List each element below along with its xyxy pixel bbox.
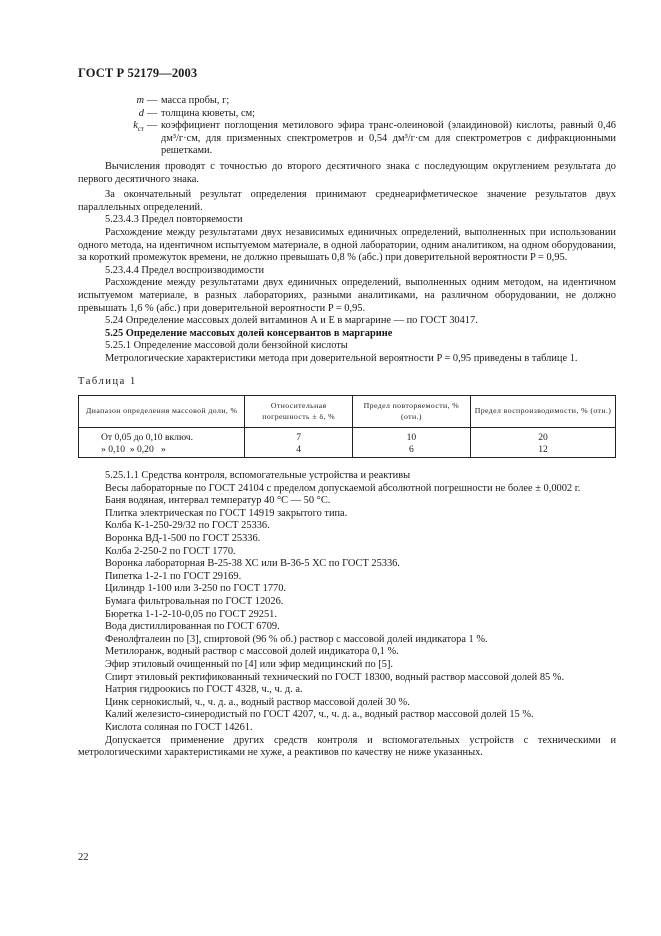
page-number: 22 xyxy=(78,852,89,863)
variable-text: масса пробы, г; xyxy=(161,95,230,106)
list-item: Фенолфталеин по [3], спиртовой (96 % об.) раствор с массовой долей индикатора 1 %. xyxy=(105,633,488,645)
list-item: Бюретка 1-1-2-10-0,05 по ГОСТ 29251. xyxy=(105,608,277,620)
table-cell: От 0,05 до 0,10 включ. xyxy=(79,428,245,444)
list-item: Бумага фильтровальная по ГОСТ 12026. xyxy=(105,596,284,607)
variable-k xyxy=(78,120,616,158)
list-item: Цинк сернокислый, ч., ч. д. а., водный раствор массовой долей 30 %. xyxy=(105,696,410,708)
subsection-heading: 5.23.4.3 Предел повторяемости xyxy=(105,214,243,226)
list-item: Весы лабораторные по ГОСТ 24104 с пределом допускаемой абсолютной погрешности не более ± 0,0002 г. xyxy=(105,482,581,494)
list-item: Эфир этиловый очищенный по [4] или эфир медицинский по [5]. xyxy=(105,658,393,670)
subsection-heading: 5.23.4.4 Предел воспроизводимости xyxy=(105,264,265,276)
variable-symbol: $k_{ст}$ xyxy=(133,120,144,134)
section-heading: 5.25 Определение массовых долей консервантов в маргарине xyxy=(105,327,393,339)
list-item: Колба 2-250-2 по ГОСТ 1770. xyxy=(105,545,236,557)
paragraph: Метрологические характеристики метода при доверительной вероятности P = 0,95 приведены в таблице 1. xyxy=(105,352,578,364)
table-cell: 4 xyxy=(245,444,352,458)
table-row xyxy=(79,444,616,458)
table-header-cell: Предел воспроизводимости, % (отн.) xyxy=(470,396,615,428)
variable-symbol: d xyxy=(138,107,144,119)
variable-dash: — xyxy=(147,95,158,106)
subsection-heading: 5.25.1.1 Средства контроля, вспомогательные устройства и реактивы xyxy=(105,470,411,482)
variable-m xyxy=(78,95,616,108)
paragraph: 5.24 Определение массовых долей витаминов А и Е в маргарине — по ГОСТ 30417. xyxy=(105,315,478,327)
table-cell: 7 xyxy=(245,428,352,444)
list-item: Метилоранж, водный раствор с массовой долей индикатора 0,1 %. xyxy=(105,646,399,658)
list-item: Плитка электрическая по ГОСТ 14919 закрытого типа. xyxy=(105,507,348,519)
list-item: Спирт этиловый ректификованный технический по ГОСТ 18300, водный раствор массовой долей 85 %. xyxy=(105,671,565,683)
list-item: Натрия гидроокись по ГОСТ 4328, ч., ч. д. а. xyxy=(105,684,303,696)
metrology-table xyxy=(78,395,616,458)
list-item: Воронка лабораторная В-25-38 ХС или В-36-5 ХС по ГОСТ 25336. xyxy=(105,558,400,570)
list-item: Кислота соляная по ГОСТ 14261. xyxy=(105,721,253,733)
variable-text: коэффициент поглощения метилового эфира транс-олеиновой (элаидиновой) кислоты, равный 0,46 дм³/г·см, для призменных спектрометров и 0,54 дм³/г·см для спектрометров с дифракционными решетками. xyxy=(161,120,616,157)
variable-text: толщина кюветы, см; xyxy=(161,107,256,119)
table-row xyxy=(79,428,616,444)
table-header-cell: Относительная погрешность ± δ, % xyxy=(245,396,352,428)
list-item: Цилиндр 1-100 или 3-250 по ГОСТ 1770. xyxy=(105,583,287,595)
list-item: Воронка ВД-1-500 по ГОСТ 25336. xyxy=(105,533,261,545)
table-cell: 20 xyxy=(470,428,615,444)
table-header-cell: Диапазон определения массовой доли, % xyxy=(79,396,245,428)
paragraph: За окончательный результат определения принимают среднеарифметическое значение результатов двух параллельных определений. xyxy=(78,189,616,213)
list-item: Колба К-1-250-29/32 по ГОСТ 25336. xyxy=(105,520,270,532)
list-item: Пипетка 1-2-1 по ГОСТ 29169. xyxy=(105,570,242,582)
paragraph: Вычисления проводят с точностью до второго десятичного знака с последующим округлением результата до первого десятичного знака. xyxy=(78,160,616,185)
document-header: ГОСТ Р 52179—2003 xyxy=(78,66,198,80)
variable-dash: — xyxy=(147,120,158,132)
variable-definitions xyxy=(78,95,616,158)
list-item: Баня водяная, интервал температур 40 °С — 50 °С. xyxy=(105,495,331,507)
subsection-heading: 5.25.1 Определение массовой доли бензойной кислоты xyxy=(105,340,348,352)
equipment-list xyxy=(78,470,616,760)
table-cell: 10 xyxy=(352,428,470,444)
document-body xyxy=(78,95,616,760)
paragraph: Допускается применение других средств контроля и вспомогательных устройств с техническими и метрологическими характеристиками не хуже, а реактивов по качеству не ниже указанных. xyxy=(78,734,616,759)
variable-symbol: m xyxy=(136,95,144,106)
table-caption: Таблица 1 xyxy=(78,376,137,388)
variable-dash: — xyxy=(147,107,158,119)
table-cell: 12 xyxy=(470,444,615,458)
paragraph: Расхождение между результатами двух единичных определений, выполненных одним методом, на идентичном испытуемом материале, в разных лабораториях, разными аналитиками, на различном оборудовании, не должно превышать 1,6 % (абс.) при доверительной вероятности P = 0,95. xyxy=(78,277,616,314)
list-item: Калий железисто-синеродистый по ГОСТ 4207, ч., ч. д. а., водный раствор массовой долей 15 %. xyxy=(105,709,534,721)
table-cell: 6 xyxy=(352,444,470,458)
variable-d xyxy=(78,108,616,121)
table-header-cell: Предел повторяемости, % (отн.) xyxy=(352,396,470,428)
list-item: Вода дистиллированная по ГОСТ 6709. xyxy=(105,621,280,633)
table-header-row xyxy=(79,396,616,428)
paragraph: Расхождение между результатами двух независимых единичных определений, выполненных при использовании одного метода, на идентичном испытуемом материале, в одной лаборатории, одним аналитиком, на одном оборудовании, за короткий промежуток времени, не должно превышать 0,8 % (абс.) при доверительной вероятности P = 0,95. xyxy=(78,226,616,264)
table-cell: » 0,10 » 0,20 » xyxy=(79,444,245,458)
